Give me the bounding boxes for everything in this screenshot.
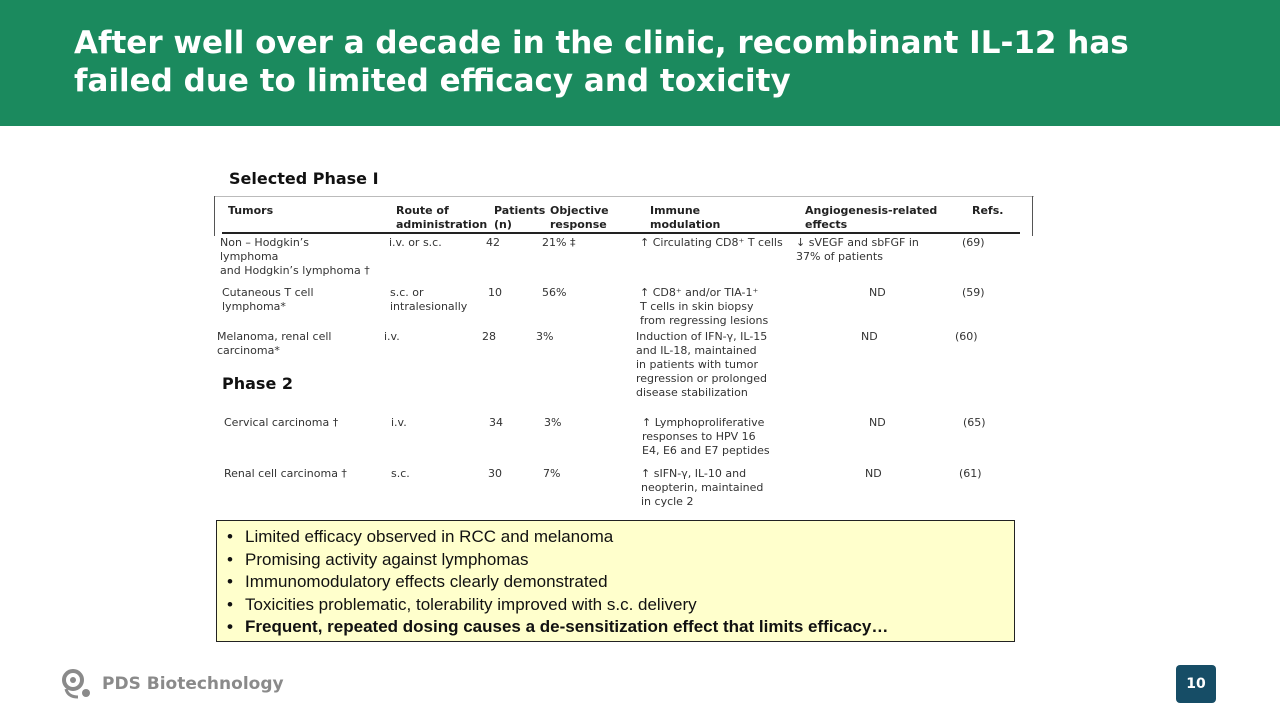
company-logo <box>62 668 284 700</box>
table-row-response: 21% ‡ <box>542 236 576 249</box>
table-row-patients: 28 <box>482 330 496 343</box>
logo-text: PDS Biotechnology <box>102 674 284 694</box>
table-row-tumor: Cervical carcinoma † <box>224 416 339 429</box>
table-row-tumor: Cutaneous T cell lymphoma* <box>222 286 314 313</box>
phase1-label: Selected Phase I <box>229 169 379 188</box>
table-row-response: 56% <box>542 286 567 299</box>
bullet-item-emphasis: • Frequent, repeated dosing causes a de-sensitization effect that limits efficacy… <box>227 616 1014 639</box>
page-number-badge: 10 <box>1176 665 1216 703</box>
table-top-rule <box>214 196 1034 197</box>
table-row-angio: ND <box>861 330 878 343</box>
table-row-route: i.v. <box>391 416 407 429</box>
table-row-angio: ND <box>865 467 882 480</box>
header-tumors: Tumors <box>228 204 274 217</box>
header-response: Objective response <box>550 204 609 231</box>
phase2-label: Phase 2 <box>222 374 293 393</box>
bullet-item: • Promising activity against lymphomas <box>227 549 1014 572</box>
table-header-rule <box>222 232 1020 234</box>
bullet-item: • Toxicities problematic, tolerability improved with s.c. delivery <box>227 594 1014 617</box>
table-row-tumor: Non – Hodgkin’s lymphoma and Hodgkin’s lymphoma † <box>220 236 370 277</box>
table-row-angio: ND <box>869 286 886 299</box>
header-immune: Immune modulation <box>650 204 721 231</box>
table-row-immune: ↑ CD8⁺ and/or TIA-1⁺ T cells in skin biopsy from regressing lesions <box>640 286 769 327</box>
table-left-border <box>214 196 215 236</box>
table-row-route: i.v. <box>384 330 400 343</box>
table-row-route: s.c. or intralesionally <box>390 286 468 313</box>
table-row-refs: (65) <box>963 416 986 429</box>
table-row-response: 7% <box>543 467 561 480</box>
header-refs: Refs. <box>972 204 1004 217</box>
pds-logo-icon <box>62 669 92 699</box>
table-row-route: s.c. <box>391 467 410 480</box>
bullet-item: • Immunomodulatory effects clearly demonstrated <box>227 571 1014 594</box>
header-patients: Patients (n) <box>494 204 546 231</box>
table-row-tumor: Renal cell carcinoma † <box>224 467 347 480</box>
header-route: Route of administration <box>396 204 488 231</box>
slide-header <box>0 0 1280 126</box>
table-row-patients: 10 <box>488 286 502 299</box>
clinical-trials-table <box>214 196 1034 516</box>
table-row-refs: (69) <box>962 236 985 249</box>
table-row-refs: (59) <box>962 286 985 299</box>
header-angio: Angiogenesis-related effects <box>805 204 938 231</box>
summary-bullets <box>217 521 1014 639</box>
table-row-route: i.v. or s.c. <box>389 236 442 249</box>
table-row-angio: ↓ sVEGF and sbFGF in 37% of patients <box>796 236 919 263</box>
table-row-patients: 34 <box>489 416 503 429</box>
table-row-immune: ↑ Circulating CD8⁺ T cells <box>640 236 783 249</box>
table-row-response: 3% <box>544 416 562 429</box>
table-row-patients: 42 <box>486 236 500 249</box>
table-row-angio: ND <box>869 416 886 429</box>
table-row-response: 3% <box>536 330 554 343</box>
slide-title: After well over a decade in the clinic, recombinant IL-12 has failed due to limited efficacy and toxicity <box>74 25 1129 99</box>
table-right-border <box>1032 196 1033 236</box>
table-row-refs: (60) <box>955 330 978 343</box>
summary-callout <box>216 520 1015 642</box>
table-row-immune: Induction of IFN-γ, IL-15 and IL-18, maintained in patients with tumor regression or prolonged disease stabilization <box>636 330 768 399</box>
table-row-immune: ↑ Lymphoproliferative responses to HPV 16 E4, E6 and E7 peptides <box>642 416 770 457</box>
table-row-immune: ↑ sIFN-γ, IL-10 and neopterin, maintained in cycle 2 <box>641 467 764 508</box>
table-row-refs: (61) <box>959 467 982 480</box>
bullet-item: • Limited efficacy observed in RCC and melanoma <box>227 526 1014 549</box>
table-row-tumor: Melanoma, renal cell carcinoma* <box>217 330 332 357</box>
table-row-patients: 30 <box>488 467 502 480</box>
